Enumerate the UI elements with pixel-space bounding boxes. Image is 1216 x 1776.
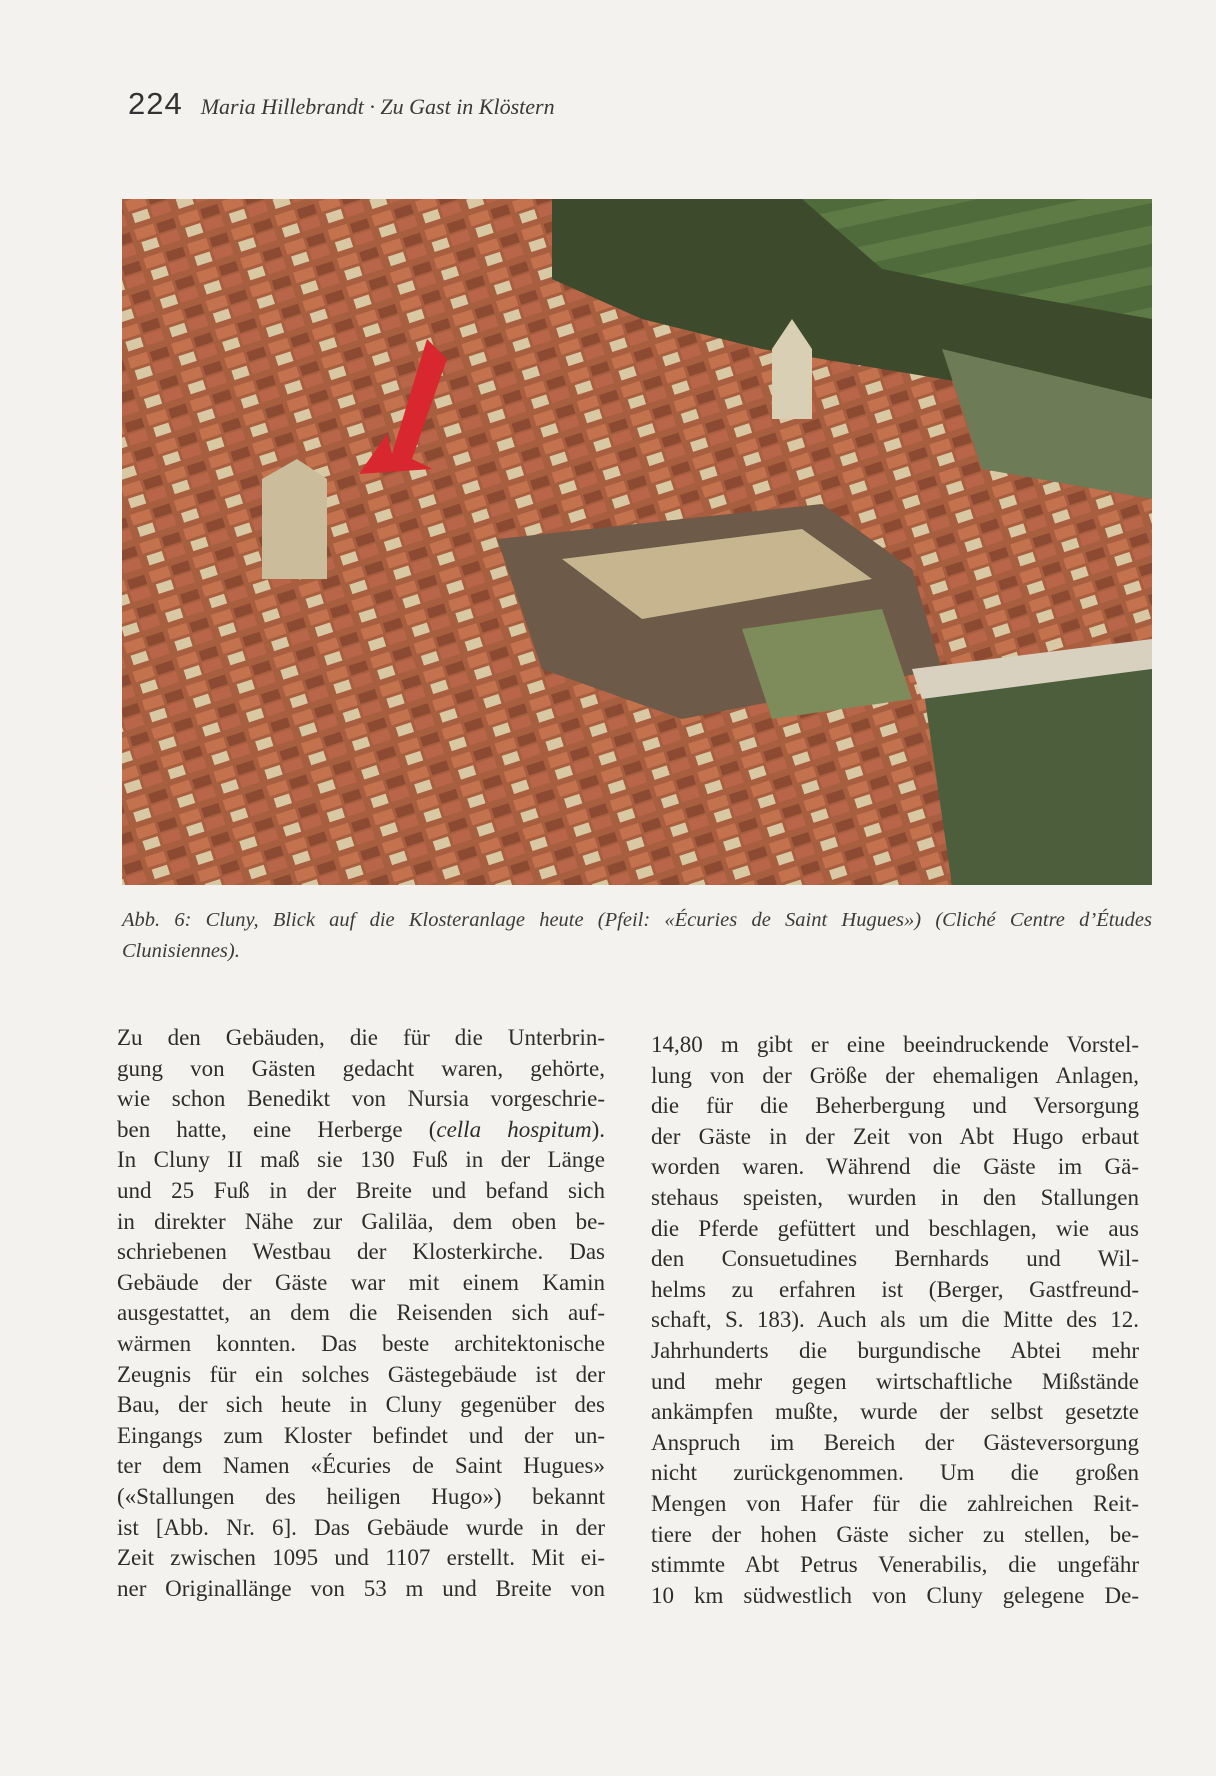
caption-line: Clunisiennes). (122, 940, 240, 962)
text-line (117, 1115, 605, 1146)
text-line: ausgestattet, an dem die Reisenden sich auf- (117, 1300, 605, 1326)
body-column-right (651, 1030, 1139, 1611)
text-line: Mengen von Hafer für die zahlreichen Reit- (651, 1490, 1139, 1516)
text-fragment: ben hatte, eine Herberge ( (117, 1116, 437, 1142)
text-line: tiere der hohen Gäste sicher zu stellen, be- (651, 1521, 1139, 1547)
text-line: Anspruch im Bereich der Gästeversorgung (651, 1429, 1139, 1455)
text-line: Eingangs zum Kloster befindet und der un- (117, 1422, 605, 1448)
text-line: ter dem Namen «Écuries de Saint Hugues» (117, 1453, 605, 1479)
text-line: Jahrhunderts die burgundische Abtei mehr (651, 1337, 1139, 1363)
text-line: Zeit zwischen 1095 und 1107 erstellt. Mit ei- (117, 1545, 605, 1571)
text-line: stehaus speisten, wurden in den Stallungen (651, 1184, 1139, 1210)
text-line: nicht zurückgenommen. Um die großen (651, 1460, 1139, 1486)
text-line: («Stallungen des heiligen Hugo») bekannt (117, 1483, 605, 1509)
town-tower (262, 459, 327, 579)
text-line: gung von Gästen gedacht waren, gehörte, (117, 1055, 605, 1081)
text-line: wärmen konnten. Das beste architektonische (117, 1330, 605, 1356)
aerial-photo-cluny (122, 199, 1152, 885)
text-line: Zeugnis für ein solches Gästegebäude ist der (117, 1361, 605, 1387)
page-number: 224 (128, 86, 183, 121)
running-title: Maria Hillebrandt · Zu Gast in Klöstern (200, 94, 555, 119)
latin-term: cella hospitum (436, 1116, 592, 1142)
text-line: Gebäude der Gäste war mit einem Kamin (117, 1269, 605, 1295)
caption-line: Abb. 6: Cluny, Blick auf die Klosteranlage heute (Pfeil: «Écuries de Saint Hugues») (Cliché Centre d’Études (122, 909, 1152, 931)
text-line: und 25 Fuß in der Breite und befand sich (117, 1177, 605, 1203)
text-line: und mehr gegen wirtschaftliche Mißstände (651, 1368, 1139, 1394)
body-column-left (117, 1023, 605, 1604)
figure-caption (122, 905, 1152, 967)
text-line: ist [Abb. Nr. 6]. Das Gebäude wurde in der (117, 1514, 605, 1540)
text-line: In Cluny II maß sie 130 Fuß in der Länge (117, 1147, 605, 1173)
text-line: 10 km südwestlich von Cluny gelegene De- (651, 1582, 1139, 1608)
text-line: Zu den Gebäuden, die für die Unterbrin- (117, 1025, 605, 1050)
text-line: stimmte Abt Petrus Venerabilis, die ungefähr (651, 1552, 1139, 1578)
text-line: schaft, S. 183). Auch als um die Mitte des 12. (651, 1307, 1139, 1333)
text-line: Bau, der sich heute in Cluny gegenüber des (117, 1392, 605, 1418)
text-line: in direkter Nähe zur Galiläa, dem oben be- (117, 1208, 605, 1234)
text-line: ankämpfen mußte, wurde der selbst gesetzte (651, 1399, 1139, 1425)
aerial-photo-illustration (122, 199, 1152, 885)
running-head (128, 86, 555, 122)
text-line: 14,80 m gibt er eine beeindruckende Vorstel- (651, 1032, 1139, 1057)
text-line: die für die Beherbergung und Versorgung (651, 1093, 1139, 1119)
text-line: die Pferde gefüttert und beschlagen, wie aus (651, 1215, 1139, 1241)
text-line: ner Originallänge von 53 m und Breite von (117, 1575, 605, 1601)
text-line: schriebenen Westbau der Klosterkirche. Das (117, 1239, 605, 1265)
text-line: lung von der Größe der ehemaligen Anlagen, (651, 1062, 1139, 1088)
text-line: wie schon Benedikt von Nursia vorgeschrie- (117, 1086, 605, 1112)
text-line: helms zu erfahren ist (Berger, Gastfreund- (651, 1276, 1139, 1302)
text-line: den Consuetudines Bernhards und Wil- (651, 1246, 1139, 1272)
text-line: worden waren. Während die Gäste im Gä- (651, 1154, 1139, 1180)
cloister-garden (742, 609, 912, 719)
text-line: der Gäste in der Zeit von Abt Hugo erbaut (651, 1123, 1139, 1149)
text-fragment: ). (591, 1116, 605, 1142)
